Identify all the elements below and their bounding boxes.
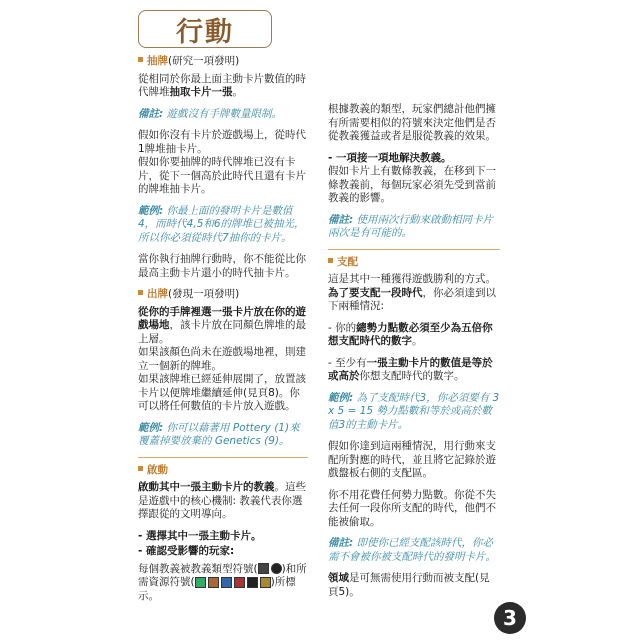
- meld-heading: [138, 288, 308, 302]
- draw-p1a: 從相同於你最上面主動卡片數值的時代牌堆: [138, 72, 306, 98]
- dogma-type-icon: [258, 563, 269, 574]
- achieve-note-label: 備註:: [328, 537, 354, 549]
- achieve-p1a: 這是其中一種獲得遊戲勝利的方式。: [328, 273, 496, 285]
- resource-icon: [208, 577, 219, 588]
- page-title: 行動: [176, 16, 234, 48]
- dogma-note-label: 備註:: [328, 213, 354, 226]
- draw-paragraph-2: 假如你沒有卡片於遊戲場上，從時代1牌堆抽卡片。: [138, 129, 306, 155]
- page-number-badge: 3: [494, 602, 526, 634]
- achieve-cond1b: 總勢力點數必須至少為五倍你想支配時代的數字: [328, 321, 493, 347]
- right-column: [328, 103, 500, 607]
- dogma-step-1: - 選擇其中一張主動卡片。: [138, 529, 262, 542]
- resource-icon: [260, 577, 271, 588]
- achieve-cond1a: - 你的: [328, 321, 357, 334]
- dogma-type-icon: [271, 563, 282, 574]
- resource-icon: [221, 577, 232, 588]
- achieve-example: [328, 392, 500, 433]
- dogma-paragraph-3: 根據教義的類型，玩家們總計他們擁有所需要相似的符號來決定他們是否從教義獲益或者是服從教義的效果。: [328, 103, 496, 142]
- resource-icon: [195, 577, 206, 588]
- meld-paragraph-3: 如果該牌堆已經延伸展開了，放置該卡片以便牌堆繼續延伸(見頁8)。你可以將任何數值的卡片放入遊戲。: [138, 373, 306, 412]
- achieve-cond2c: 你想支配時代的數字。: [359, 370, 465, 382]
- achieve-paragraph-3: 你不用花費任何勢力點數。你從不失去任何一段你所支配的時代，他們不能被偷取。: [328, 488, 496, 528]
- dogma-paragraph-4: 假如卡片上有數條教義，在移到下一條教義前，每個玩家必須先受到當前教義的影響。: [328, 165, 496, 204]
- meld-p1b: ，該卡片放在同顏色牌堆的最上層。: [138, 319, 306, 345]
- dogma-paragraph-1: [138, 481, 308, 522]
- dogma-p2c: )所標示。: [138, 576, 296, 602]
- achieve-p4a: 領域: [328, 572, 349, 584]
- meld-example-text: 你可以藉著用 Pottery (1)來覆蓋掉要放棄的 Genetics (9)。: [138, 421, 300, 447]
- draw-example-text: 你最上面的發明卡片是數值4，而時代4,5和6的牌堆已被抽光，所以你必須從時代7抽你的卡片。: [138, 204, 305, 244]
- bullet-square-icon: [138, 290, 143, 295]
- dogma-step-2: - 確認受影響的玩家:: [138, 545, 235, 557]
- dogma-heading: [138, 457, 308, 478]
- achieve-paragraph-4: [328, 572, 500, 599]
- achieve-note-text: 即使你已經支配該時代，你必需不會被你被支配時代的發明卡片。: [328, 537, 496, 563]
- achieve-p1b: 為了要支配一段時代: [328, 286, 423, 299]
- dogma-type-symbols: [258, 563, 282, 574]
- achieve-heading: [328, 249, 500, 270]
- draw-paragraph-4: 當你執行抽牌行動時，你不能從比你最高主動卡片還小的時代抽卡片。: [138, 253, 306, 279]
- bullet-square-icon: [138, 466, 143, 471]
- achieve-paragraph-2: 假如你達到這兩種情況，用行動來支配所對應的時代，並且將它記錄於遊戲盤板右側的支配區。: [328, 440, 496, 479]
- draw-example-label: 範例:: [138, 204, 164, 217]
- title-box: [138, 10, 272, 48]
- dogma-p2b: )和所需資源符號(: [138, 562, 307, 588]
- achieve-example-text: 為了支配時代3，你必須要有 3 x 5 = 15 勢力點數和等於或高於數值3的主動卡片。: [328, 391, 500, 431]
- draw-paragraph-1: [138, 73, 308, 100]
- dogma-note: [328, 214, 500, 241]
- achieve-cond2b: 一張主動卡片的數值是等於或高於: [328, 356, 493, 382]
- dogma-step-3: - 一項接一項地解決教義。: [328, 151, 452, 164]
- dogma-p1b: 。這些是遊戲中的核心機制: 教義代表你選擇跟從的文明導向。: [138, 481, 306, 520]
- dogma-heading-title: 啟動: [147, 463, 168, 476]
- draw-heading-subtitle: (研究一項發明): [168, 55, 240, 67]
- meld-p1a: 從你的手牌裡選一張卡片放在你的遊戲場地: [138, 305, 306, 331]
- meld-heading-title: 出牌: [147, 288, 168, 300]
- achieve-cond1c: 。: [412, 335, 423, 347]
- meld-example: [138, 422, 308, 449]
- achieve-cond2a: - 至少有: [328, 356, 367, 369]
- bullet-square-icon: [328, 258, 333, 263]
- achieve-paragraph-1: [328, 273, 500, 314]
- resource-icon: [234, 577, 245, 588]
- draw-paragraph-3: 假如你要抽牌的時代牌堆已沒有卡片，從下一個高於此時代且還有卡片的牌堆抽卡片。: [138, 156, 306, 195]
- draw-p1c: 。: [232, 86, 243, 98]
- resource-symbols: [195, 577, 271, 588]
- meld-paragraph-2: 如果該顏色尚未在遊戲場地裡，則建立一個新的牌堆。: [138, 346, 306, 372]
- dogma-paragraph-2: [138, 563, 308, 604]
- draw-heading: [138, 55, 308, 69]
- resource-icon: [247, 577, 258, 588]
- draw-note: [138, 108, 308, 122]
- achieve-heading-title: 支配: [337, 255, 358, 268]
- achieve-example-label: 範例:: [328, 391, 354, 404]
- achieve-condition-2: [328, 357, 500, 384]
- dogma-note-text: 使用兩次行動來啟動相同卡片兩次是有可能的。: [328, 213, 494, 239]
- achieve-p1c: ，你必須達到以下兩種情況:: [328, 286, 496, 312]
- meld-paragraph-1: [138, 306, 308, 347]
- draw-heading-title: 抽牌: [147, 55, 168, 67]
- draw-p1b: 抽取卡片一張: [169, 86, 233, 98]
- meld-heading-subtitle: (發現一項發明): [168, 288, 240, 300]
- achieve-p4b: 是可無需使用行動而被支配(見頁5)。: [328, 572, 490, 598]
- achieve-condition-1: [328, 322, 500, 349]
- left-column: [138, 55, 308, 611]
- dogma-p2: 每個教義被教義類型符號(: [138, 562, 258, 575]
- achieve-note: [328, 537, 500, 564]
- dogma-p1a: 啟動其中一張主動卡片的教義: [138, 481, 275, 493]
- meld-example-label: 範例:: [138, 421, 164, 434]
- draw-note-label: 備註:: [138, 107, 164, 120]
- draw-note-text: 遊戲沒有手牌數量限制。: [163, 107, 283, 120]
- draw-example: [138, 205, 308, 246]
- bullet-square-icon: [138, 57, 143, 62]
